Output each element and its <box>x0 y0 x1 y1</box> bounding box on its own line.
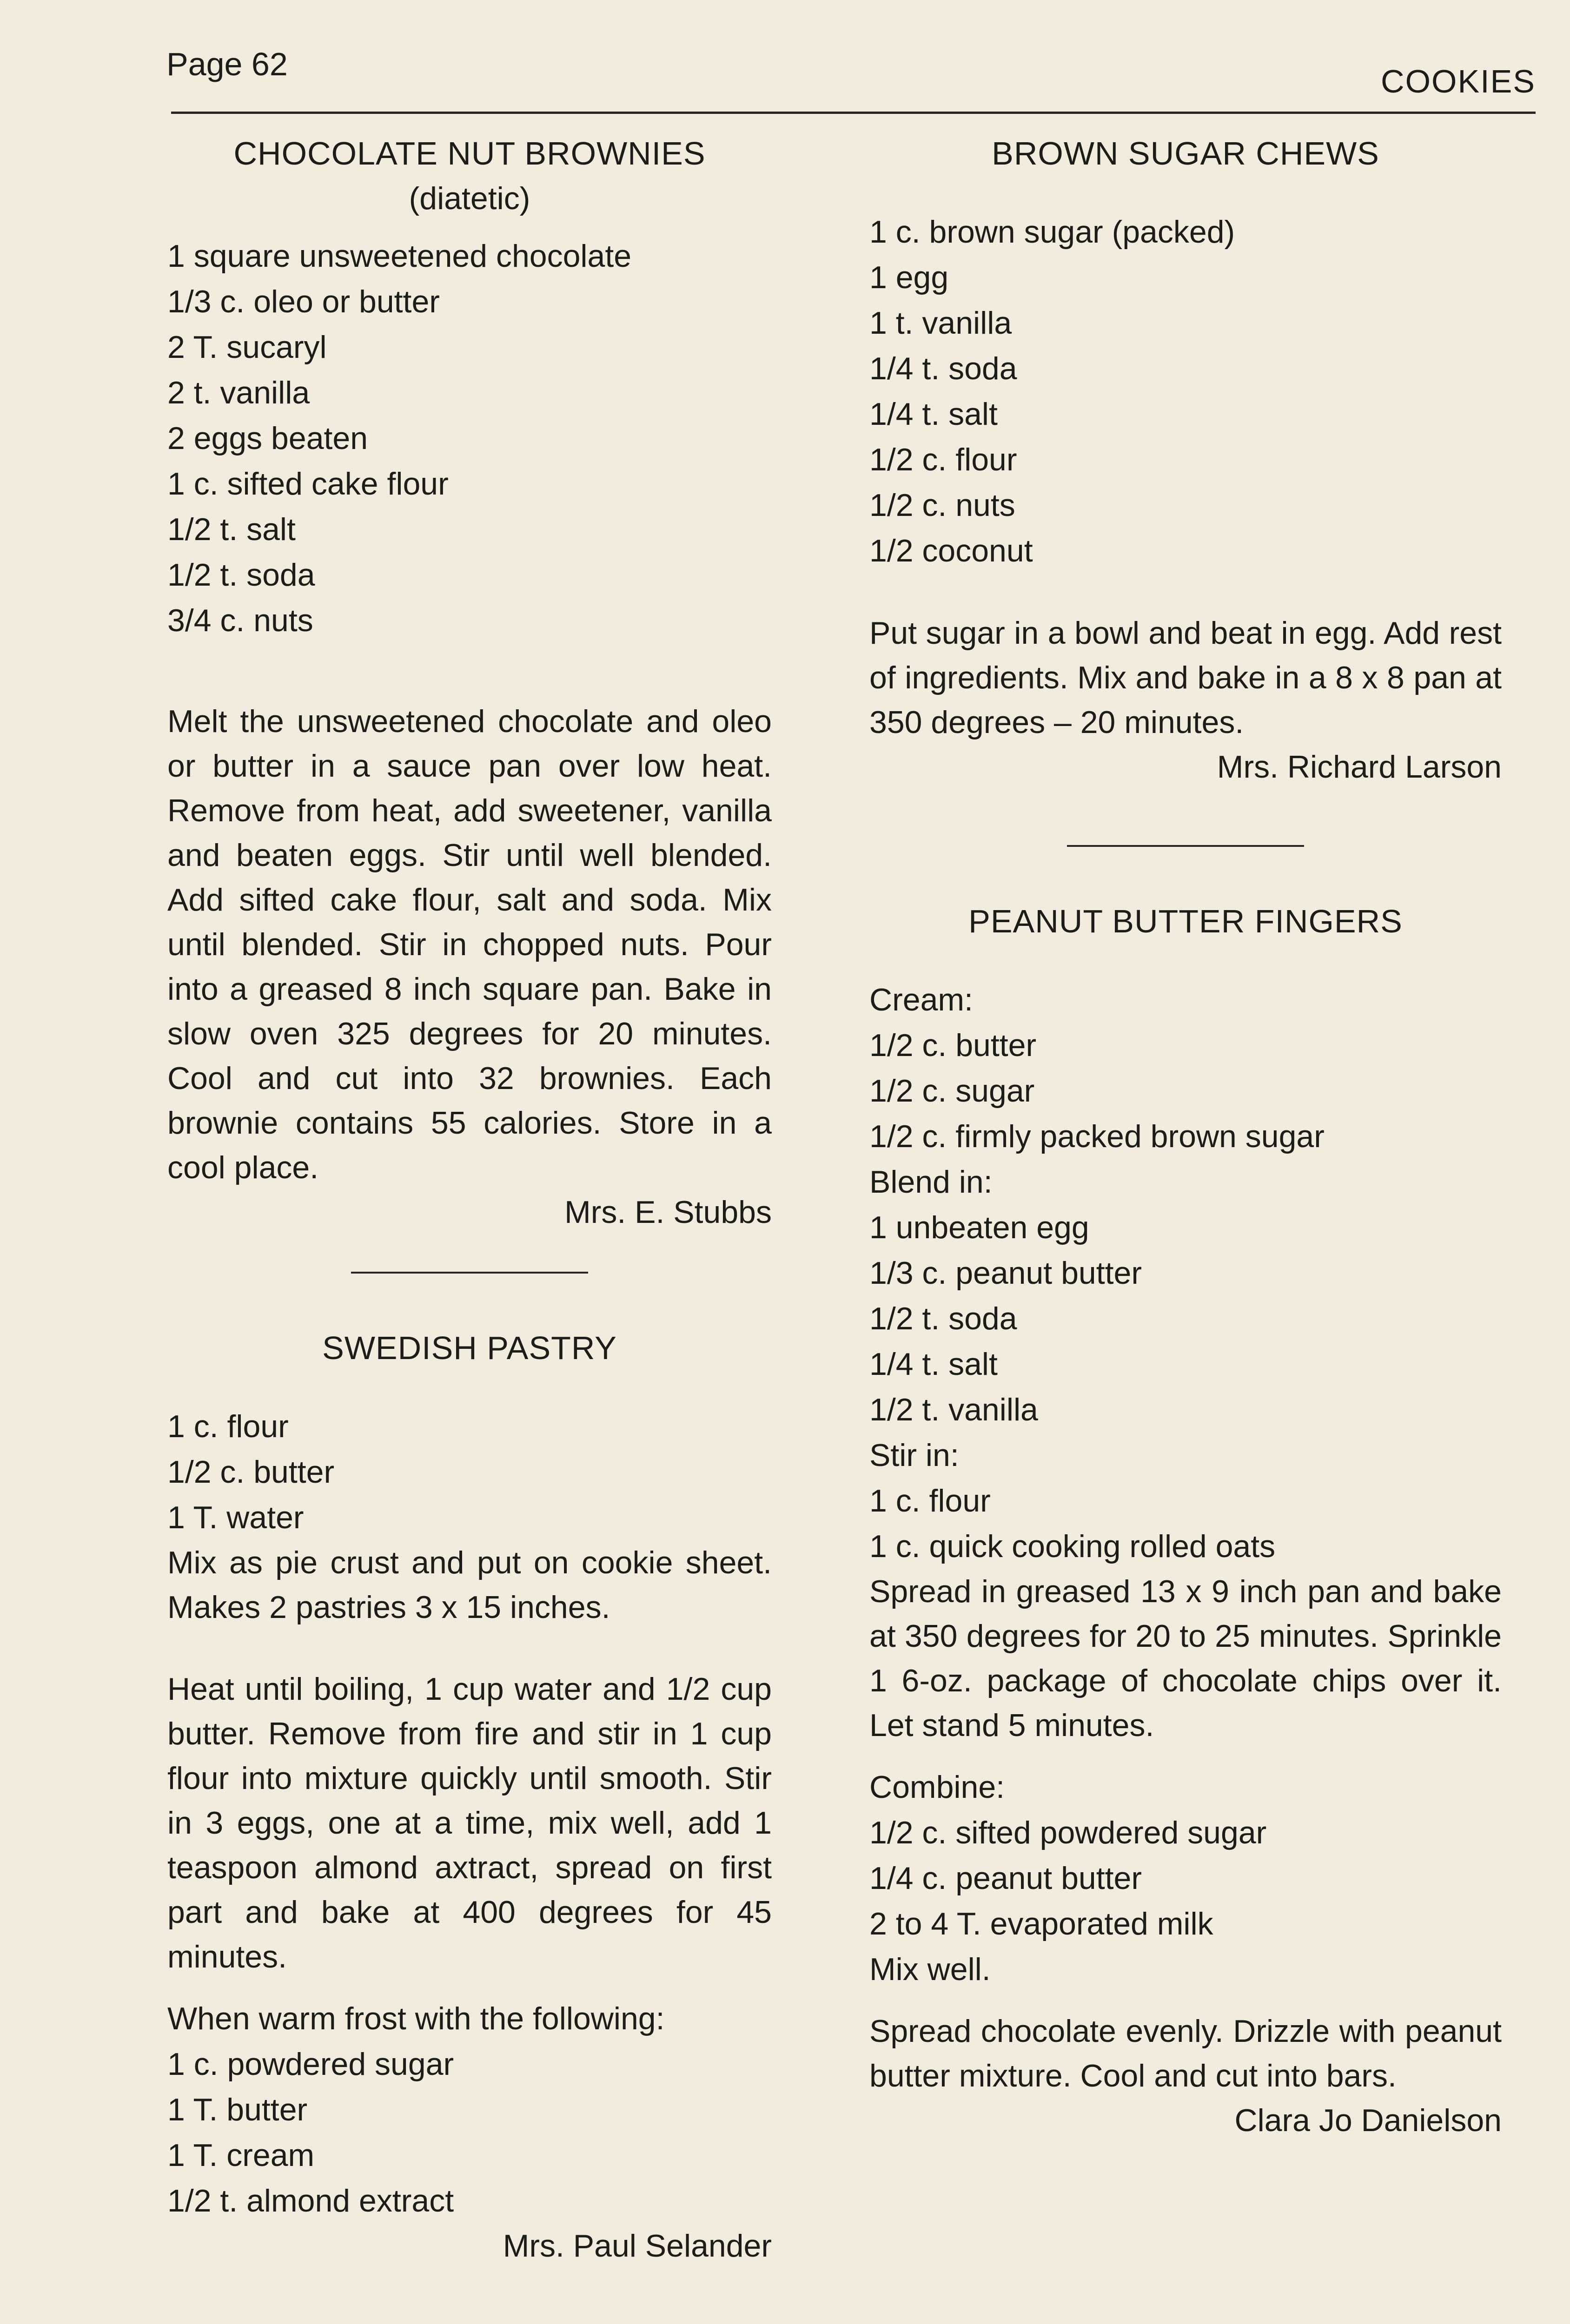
ingredient: 2 eggs beaten <box>167 421 368 456</box>
recipe-directions: Put sugar in a bowl and beat in egg. Add rest of ingredients. Mix and bake in a 8 x 8 pan at 350 degrees – 20 minutes. <box>869 615 1502 740</box>
ingredient: 1 c. powdered sugar <box>167 2047 454 2082</box>
ingredient: 1/2 c. sugar <box>869 1073 1035 1109</box>
recipe-author: Clara Jo Danielson <box>1234 2103 1502 2138</box>
ingredient: 2 T. sucaryl <box>167 330 327 365</box>
ingredient: 1 T. water <box>167 1500 304 1535</box>
recipe-step: Mix well. <box>869 1952 991 1987</box>
ingredient: 1/2 c. nuts <box>869 488 1015 523</box>
recipe-title: CHOCOLATE NUT BROWNIES <box>233 135 706 172</box>
recipe-step: Mix as pie crust and put on cookie sheet. Makes 2 pastries 3 x 15 inches. <box>167 1545 772 1625</box>
ingredient: 1/2 c. flour <box>869 442 1017 477</box>
ingredient: 1/2 t. salt <box>167 512 296 547</box>
recipe-brown-sugar-chews <box>869 135 1502 789</box>
recipe-author: Mrs. Richard Larson <box>1217 749 1502 785</box>
ingredient: 2 t. vanilla <box>167 375 310 410</box>
ingredient-list <box>167 1404 772 1540</box>
ingredient: 1/2 c. butter <box>167 1454 335 1490</box>
step-label: Combine: <box>869 1769 1005 1805</box>
ingredient: 1/4 t. salt <box>869 396 998 432</box>
frosting-list <box>167 2041 772 2224</box>
ingredient: 1 c. sifted cake flour <box>167 466 449 502</box>
ingredient: 1 c. flour <box>869 1483 991 1519</box>
recipe-peanut-butter-fingers <box>869 903 1502 2143</box>
ingredient: 1 square unsweetened chocolate <box>167 238 632 274</box>
recipe-chocolate-nut-brownies <box>167 135 772 1235</box>
ingredient: 1 T. cream <box>167 2138 315 2173</box>
recipe-title: SWEDISH PASTRY <box>322 1330 617 1366</box>
recipe-title: PEANUT BUTTER FINGERS <box>968 903 1403 939</box>
page-number: Page 62 <box>166 46 288 82</box>
ingredient: 1/4 t. soda <box>869 351 1017 386</box>
section-title: COOKIES <box>1381 63 1536 99</box>
ingredient-list <box>167 233 772 643</box>
ingredient: 1 t. vanilla <box>869 305 1012 341</box>
ingredient: 1 egg <box>869 260 949 295</box>
ingredient: 1/2 c. firmly packed brown sugar <box>869 1119 1325 1154</box>
recipe-author: Mrs. E. Stubbs <box>564 1195 772 1230</box>
ingredient: 1 c. quick cooking rolled oats <box>869 1529 1276 1564</box>
ingredient: 1 T. butter <box>167 2092 308 2127</box>
step-label: Cream: <box>869 982 973 1017</box>
right-column <box>869 135 1502 2143</box>
ingredient: 1/2 t. almond extract <box>167 2183 454 2218</box>
left-column <box>167 135 772 2268</box>
ingredient: 1 c. brown sugar (packed) <box>869 214 1235 250</box>
recipe-swedish-pastry <box>167 1329 772 2268</box>
recipe-author: Mrs. Paul Selander <box>503 2228 772 2264</box>
header-rule <box>171 112 1536 114</box>
ingredient: 1/3 c. oleo or butter <box>167 284 440 319</box>
recipe-subtitle: (diatetic) <box>409 181 530 216</box>
ingredient: 1/2 c. butter <box>869 1028 1037 1063</box>
ingredient: 1/4 t. salt <box>869 1347 998 1382</box>
ingredient-list <box>869 209 1502 574</box>
step-label: Stir in: <box>869 1438 959 1473</box>
ingredient: 1 unbeaten egg <box>869 1210 1089 1245</box>
step-label: Blend in: <box>869 1164 993 1200</box>
recipe-step: Spread in greased 13 x 9 inch pan and bake at 350 degrees for 20 to 25 minutes. Sprinkle 1 6-oz. package of chocolate chips over it. Let stand 5 minutes. <box>869 1574 1502 1743</box>
ingredient: 1/4 c. peanut butter <box>869 1861 1142 1896</box>
recipe-title: BROWN SUGAR CHEWS <box>992 135 1379 172</box>
ingredient: 1/2 c. sifted powdered sugar <box>869 1815 1267 1850</box>
recipe-step: Heat until boiling, 1 cup water and 1/2 cup butter. Remove from fire and stir in 1 cup flour into mixture quickly until smooth. Stir in 3 eggs, one at a time, mix well, add 1 teaspoon almond axtract, spread on first part and bake at 400 degrees for 45 minutes. <box>167 1671 772 1974</box>
frosting-intro: When warm frost with the following: <box>167 2001 665 2036</box>
recipe-directions: Melt the unsweetened chocolate and oleo or butter in a sauce pan over low heat. Remove from heat, add sweetener, vanilla and beaten eggs. Stir until well blended. Add sifted cake flour, salt and soda. Mix until blended. Stir in chopped nuts. Pour into a greased 8 inch square pan. Bake in slow oven 325 degrees for 20 minutes. Cool and cut into 32 brownies. Each brownie contains 55 calories. Store in a cool place. <box>167 704 772 1185</box>
ingredient: 1/2 coconut <box>869 533 1033 568</box>
ingredient: 1/2 t. soda <box>869 1301 1017 1336</box>
ingredient: 1 c. flour <box>167 1409 289 1444</box>
ingredient: 1/3 c. peanut butter <box>869 1255 1142 1291</box>
ingredient: 3/4 c. nuts <box>167 603 313 638</box>
ingredient: 1/2 t. soda <box>167 557 315 593</box>
recipe-step: Spread chocolate evenly. Drizzle with peanut butter mixture. Cool and cut into bars. <box>869 2014 1502 2093</box>
ingredient: 1/2 t. vanilla <box>869 1392 1038 1427</box>
ingredient: 2 to 4 T. evaporated milk <box>869 1906 1213 1941</box>
